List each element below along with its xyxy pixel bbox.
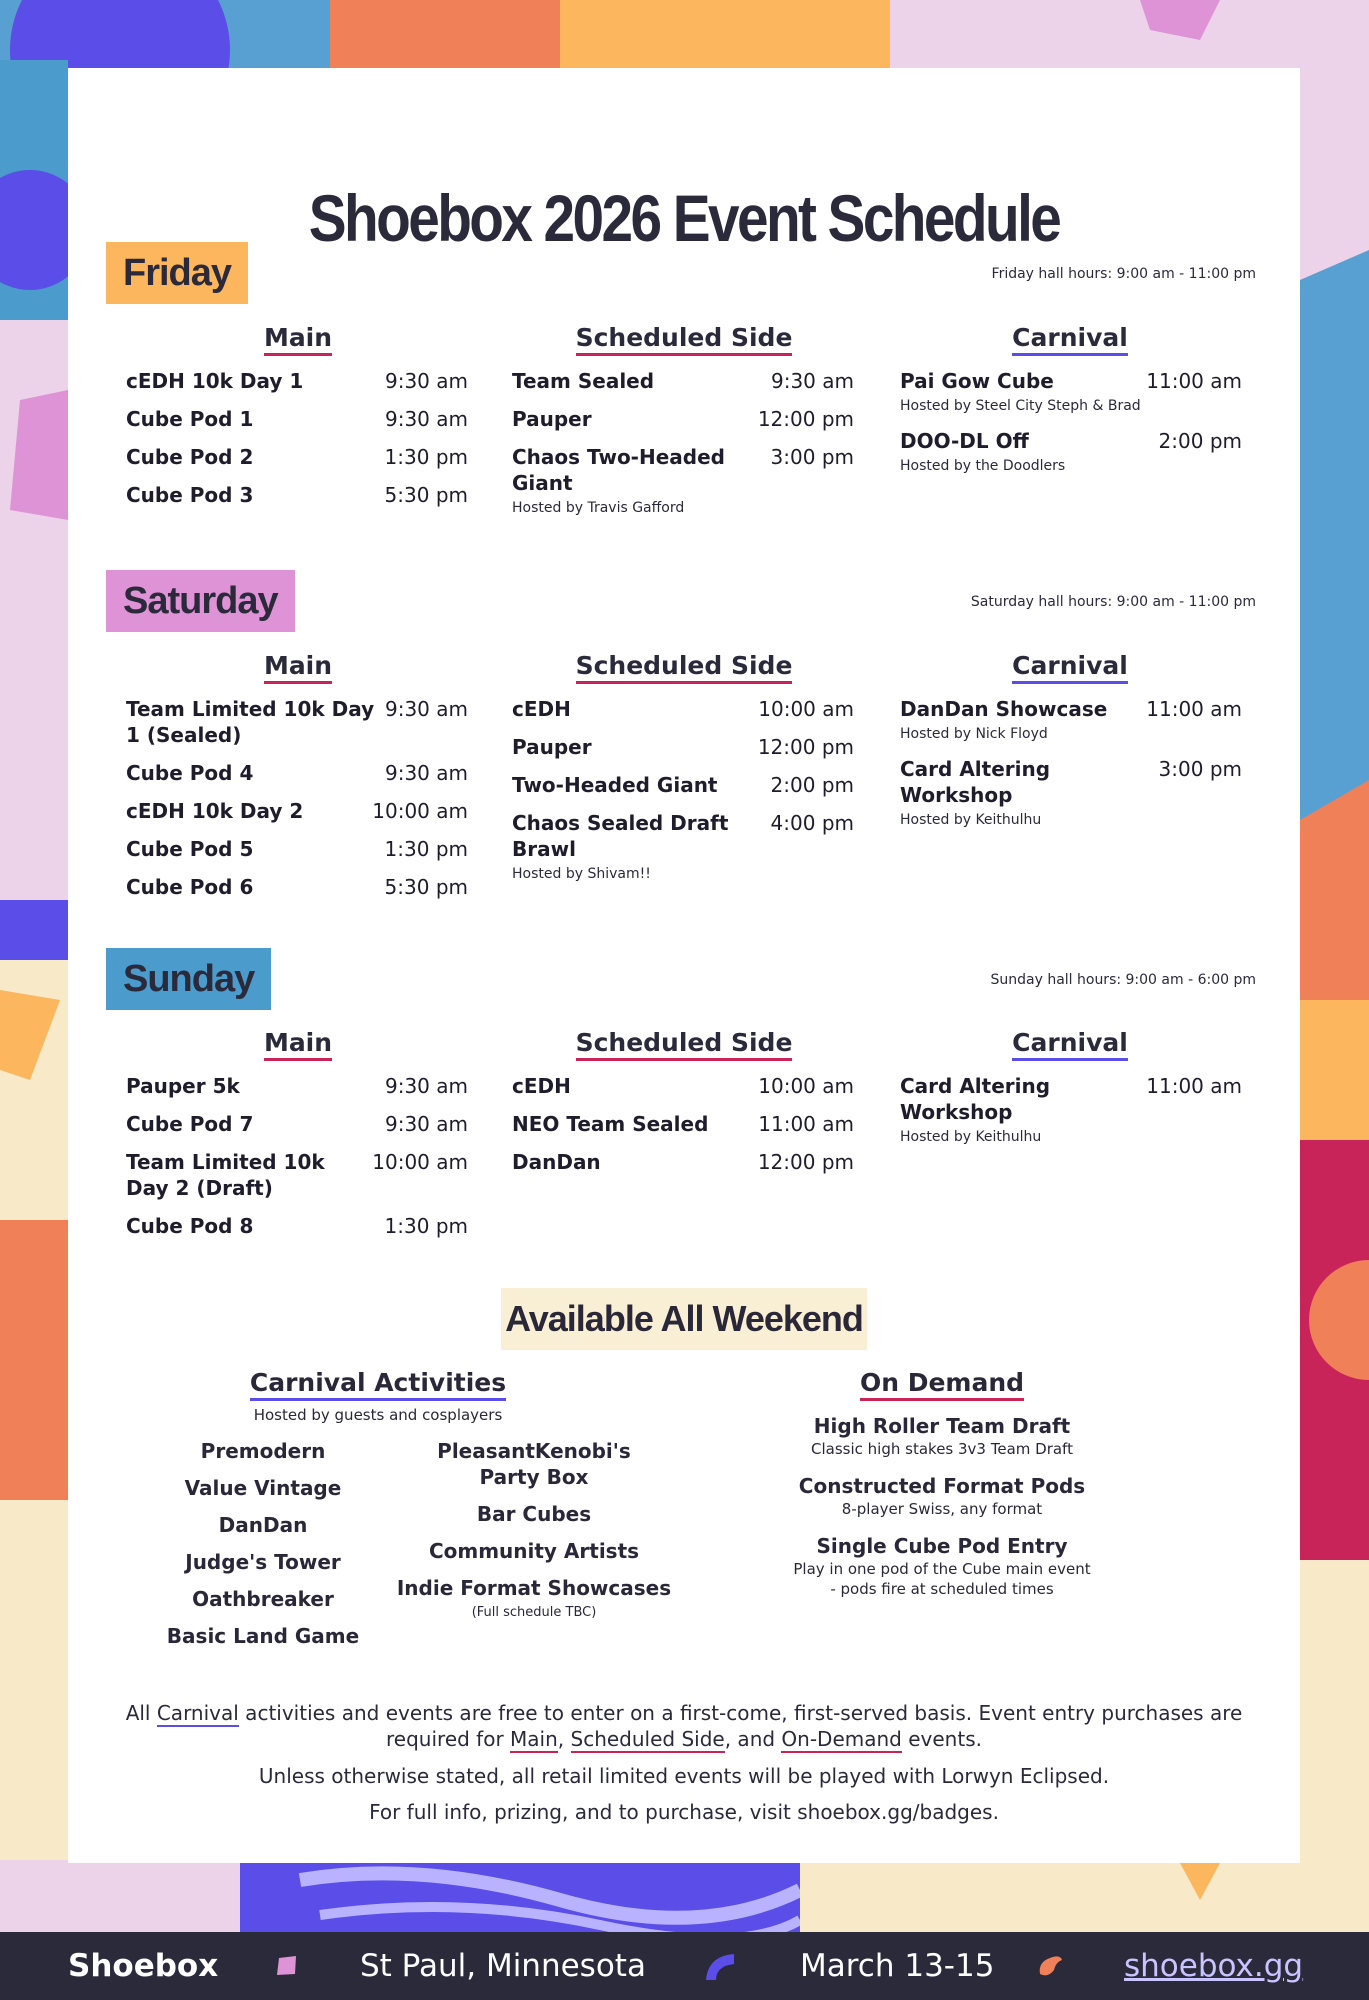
event-info — [512, 810, 762, 884]
event-host: Hosted by Steel City Steph & Brad — [900, 398, 1141, 414]
event-time: 9:30 am — [384, 1112, 468, 1136]
event-row — [512, 368, 854, 394]
event-row — [900, 756, 1242, 830]
activity-item — [429, 1438, 639, 1490]
event-time: 10:00 am — [758, 1074, 854, 1098]
event-row — [126, 874, 468, 900]
event-time: 2:00 pm — [1158, 429, 1242, 453]
activity-item: Value Vintage — [184, 1476, 342, 1500]
saturday-main-heading-text: Main — [264, 651, 332, 684]
carnival-activities-subtitle: Hosted by guests and cosplayers — [253, 1406, 503, 1424]
footer-paragraph-entry — [108, 1700, 1260, 1752]
event-info — [126, 836, 376, 862]
on-demand-link[interactable]: On-Demand — [781, 1727, 902, 1751]
event-host: Hosted by Shivam!! — [512, 866, 651, 882]
friday-hours: Friday hall hours: 9:00 am - 11:00 pm — [991, 266, 1256, 282]
event-name: Cube Pod 2 — [126, 445, 254, 469]
event-name: Team Limited 10k Day 2 (Draft) — [126, 1150, 325, 1200]
event-row — [126, 760, 468, 786]
event-row — [900, 428, 1242, 476]
event-info — [512, 368, 762, 394]
friday-side-heading-text: Scheduled Side — [576, 323, 793, 356]
event-name: Two-Headed Giant — [512, 773, 718, 797]
friday-main-list — [126, 368, 468, 520]
website-link[interactable]: shoebox.gg — [1124, 1948, 1304, 1984]
activity-item: Community Artists — [428, 1539, 640, 1563]
schedule-card — [68, 68, 1300, 1863]
event-row — [900, 696, 1242, 744]
event-name: Cube Pod 6 — [126, 875, 254, 899]
sunday-carnival-heading — [900, 1028, 1240, 1057]
event-time: 9:30 am — [384, 697, 468, 721]
saturday-carnival-heading — [900, 651, 1240, 680]
activity-item: Oathbreaker — [192, 1587, 334, 1611]
carnival-activities-heading-text: Carnival Activities — [250, 1368, 506, 1401]
activity-item-text: PleasantKenobi's Party Box — [437, 1439, 631, 1489]
event-row — [126, 368, 468, 394]
arc-shape-icon — [702, 1950, 738, 1982]
event-host: Hosted by the Doodlers — [900, 458, 1066, 474]
event-row — [512, 772, 854, 798]
event-host: Hosted by Travis Gafford — [512, 500, 685, 516]
on-demand-desc: Classic high stakes 3v3 Team Draft — [811, 1440, 1073, 1458]
event-name: Card Altering Workshop — [900, 1074, 1051, 1124]
day-tag-friday: Friday — [106, 242, 248, 304]
event-row — [126, 1073, 468, 1099]
event-time: 1:30 pm — [384, 445, 468, 469]
event-row — [126, 798, 468, 824]
event-name: Chaos Sealed Draft Brawl — [512, 811, 729, 861]
event-info — [126, 874, 376, 900]
event-name: Pauper — [512, 735, 592, 759]
event-time: 5:30 pm — [384, 483, 468, 507]
event-time: 1:30 pm — [384, 1214, 468, 1238]
event-time: 12:00 pm — [757, 1150, 854, 1174]
sunday-side-heading — [514, 1028, 854, 1057]
sunday-carnival-heading-text: Carnival — [1012, 1028, 1128, 1061]
event-info — [126, 444, 376, 470]
day-tag-saturday: Saturday — [106, 570, 295, 632]
activity-item: DanDan — [218, 1513, 308, 1537]
footer-text: , and — [724, 1727, 782, 1751]
event-info — [512, 1149, 758, 1175]
square-shape-icon — [276, 1955, 298, 1977]
on-demand-item: Single Cube Pod Entry — [816, 1534, 1068, 1558]
activity-item: Indie Format Showcases — [396, 1576, 672, 1600]
event-row — [126, 696, 468, 748]
event-time: 10:00 am — [372, 799, 468, 823]
friday-main-heading — [128, 323, 468, 352]
page-title: Shoebox 2026 Event Schedule — [308, 181, 1060, 255]
event-time: 9:30 am — [384, 1074, 468, 1098]
event-name: Cube Pod 7 — [126, 1112, 254, 1136]
footer-text: , — [557, 1727, 571, 1751]
on-demand-desc: Play in one pod of the Cube main event - pods fire at scheduled times — [793, 1560, 1091, 1598]
on-demand-item: Constructed Format Pods — [798, 1474, 1086, 1498]
event-info — [900, 756, 1150, 830]
brand-name: Shoebox — [68, 1948, 219, 1984]
event-name: Chaos Two-Headed Giant — [512, 445, 725, 495]
event-time: 1:30 pm — [384, 837, 468, 861]
event-info — [512, 406, 758, 432]
event-time: 12:00 pm — [757, 735, 854, 759]
event-info — [126, 1213, 376, 1239]
sunday-carnival-list — [900, 1073, 1242, 1159]
event-time: 11:00 am — [1146, 1074, 1242, 1098]
sunday-side-list — [512, 1073, 854, 1187]
footer-text: activities and events are free to enter on a first-come, first-served basis. Event entry purchases are required for — [238, 1701, 1243, 1751]
event-row — [512, 810, 854, 884]
activity-item: Bar Cubes — [476, 1502, 592, 1526]
event-info — [512, 1111, 758, 1137]
saturday-side-list — [512, 696, 854, 896]
event-info — [126, 1111, 376, 1137]
event-name: Cube Pod 8 — [126, 1214, 254, 1238]
event-name: Cube Pod 5 — [126, 837, 254, 861]
event-host: Hosted by Nick Floyd — [900, 726, 1048, 742]
event-time: 10:00 am — [758, 697, 854, 721]
event-time: 9:30 am — [384, 407, 468, 431]
sunday-main-heading-text: Main — [264, 1028, 332, 1061]
event-row — [900, 1073, 1242, 1147]
event-row — [512, 696, 854, 722]
event-row — [126, 482, 468, 508]
event-row — [512, 1111, 854, 1137]
event-info — [512, 696, 758, 722]
main-link[interactable]: Main — [510, 1727, 558, 1751]
carnival-activities-left — [158, 1438, 368, 1660]
event-row — [126, 406, 468, 432]
event-row — [126, 836, 468, 862]
event-info — [512, 772, 762, 798]
saturday-side-heading — [514, 651, 854, 680]
event-time: 2:00 pm — [770, 773, 854, 797]
saturday-carnival-list — [900, 696, 1242, 842]
saturday-side-heading-text: Scheduled Side — [576, 651, 793, 684]
event-name: Team Sealed — [512, 369, 655, 393]
event-time: 10:00 am — [372, 1150, 468, 1174]
bottom-bar — [0, 1932, 1369, 2000]
event-time: 11:00 am — [1146, 697, 1242, 721]
event-info — [512, 734, 758, 760]
friday-carnival-heading — [900, 323, 1240, 352]
event-info — [126, 406, 376, 432]
on-demand-item: High Roller Team Draft — [813, 1414, 1071, 1438]
activity-item: Basic Land Game — [166, 1624, 360, 1648]
event-name: DOO-DL Off — [900, 429, 1029, 453]
event-name: cEDH — [512, 697, 571, 721]
event-info — [126, 1149, 372, 1201]
event-row — [512, 406, 854, 432]
friday-side-list — [512, 368, 854, 530]
on-demand-heading-text: On Demand — [860, 1368, 1024, 1401]
event-info — [126, 368, 376, 394]
activity-item: Judge's Tower — [185, 1550, 341, 1574]
event-info — [900, 1073, 1146, 1147]
event-row — [512, 444, 854, 518]
event-name: Pai Gow Cube — [900, 369, 1054, 393]
friday-side-heading — [514, 323, 854, 352]
event-name: Pauper — [512, 407, 592, 431]
sunday-main-list — [126, 1073, 468, 1251]
event-row — [126, 1149, 468, 1201]
event-name: DanDan Showcase — [900, 697, 1108, 721]
event-row — [900, 368, 1242, 416]
event-time: 11:00 am — [1146, 369, 1242, 393]
friday-carnival-list — [900, 368, 1242, 488]
event-name: Pauper 5k — [126, 1074, 240, 1098]
event-name: cEDH — [512, 1074, 571, 1098]
event-name: Cube Pod 4 — [126, 761, 254, 785]
event-info — [900, 696, 1146, 744]
event-name: Card Altering Workshop — [900, 757, 1051, 807]
on-demand-heading — [792, 1368, 1092, 1397]
event-host: Hosted by Keithulhu — [900, 812, 1042, 828]
event-time: 9:30 am — [770, 369, 854, 393]
event-info — [900, 368, 1146, 416]
event-name: cEDH 10k Day 1 — [126, 369, 304, 393]
saturday-hours: Saturday hall hours: 9:00 am - 11:00 pm — [970, 594, 1256, 610]
event-info — [512, 1073, 758, 1099]
friday-main-heading-text: Main — [264, 323, 332, 356]
friday-carnival-heading-text: Carnival — [1012, 323, 1128, 356]
on-demand-desc: 8-player Swiss, any format — [841, 1500, 1043, 1518]
event-time: 5:30 pm — [384, 875, 468, 899]
event-name: cEDH 10k Day 2 — [126, 799, 304, 823]
event-name: Team Limited 10k Day 1 (Sealed) — [126, 697, 375, 747]
event-time: 11:00 am — [758, 1112, 854, 1136]
scheduled-side-link[interactable]: Scheduled Side — [570, 1727, 725, 1751]
all-weekend-tag: Available All Weekend — [501, 1288, 867, 1350]
footer-paragraph-info: For full info, prizing, and to purchase, visit shoebox.gg/badges. — [369, 1800, 999, 1824]
carnival-activities-right — [384, 1438, 684, 1620]
event-row — [126, 444, 468, 470]
event-time: 3:00 pm — [770, 445, 854, 469]
event-host: Hosted by Keithulhu — [900, 1129, 1042, 1145]
event-info — [126, 760, 376, 786]
event-time: 12:00 pm — [757, 407, 854, 431]
event-name: DanDan — [512, 1150, 601, 1174]
sunday-side-heading-text: Scheduled Side — [576, 1028, 793, 1061]
event-info — [900, 428, 1150, 476]
day-tag-sunday: Sunday — [106, 948, 271, 1010]
event-name: NEO Team Sealed — [512, 1112, 709, 1136]
event-row — [126, 1111, 468, 1137]
saturday-main-list — [126, 696, 468, 912]
sunday-main-heading — [128, 1028, 468, 1057]
event-row — [512, 1149, 854, 1175]
event-name: Cube Pod 1 — [126, 407, 254, 431]
event-info — [126, 482, 376, 508]
saturday-carnival-heading-text: Carnival — [1012, 651, 1128, 684]
footer-paragraph-lorwyn: Unless otherwise stated, all retail limited events will be played with Lorwyn Eclipsed. — [258, 1764, 1110, 1788]
carnival-link[interactable]: Carnival — [156, 1701, 239, 1725]
event-info — [512, 444, 762, 518]
event-info — [126, 696, 376, 748]
event-info — [126, 1073, 376, 1099]
saturday-main-heading — [128, 651, 468, 680]
on-demand-list — [792, 1413, 1092, 1613]
event-row — [512, 734, 854, 760]
event-row — [512, 1073, 854, 1099]
event-info — [126, 798, 372, 824]
footer-text: All — [125, 1701, 157, 1725]
footer-text: events. — [901, 1727, 982, 1751]
event-time: 4:00 pm — [770, 811, 854, 835]
event-name: Cube Pod 3 — [126, 483, 254, 507]
activity-item: Premodern — [200, 1439, 326, 1463]
sunday-hours: Sunday hall hours: 9:00 am - 6:00 pm — [990, 972, 1256, 988]
event-time: 9:30 am — [384, 761, 468, 785]
carnival-activities-heading — [228, 1368, 528, 1397]
event-time: 3:00 pm — [1158, 757, 1242, 781]
event-row — [126, 1213, 468, 1239]
blob-shape-icon — [1036, 1952, 1064, 1980]
event-time: 9:30 am — [384, 369, 468, 393]
activity-note: (Full schedule TBC) — [471, 1605, 597, 1620]
event-dates: March 13-15 — [800, 1948, 995, 1984]
location: St Paul, Minnesota — [360, 1948, 646, 1984]
